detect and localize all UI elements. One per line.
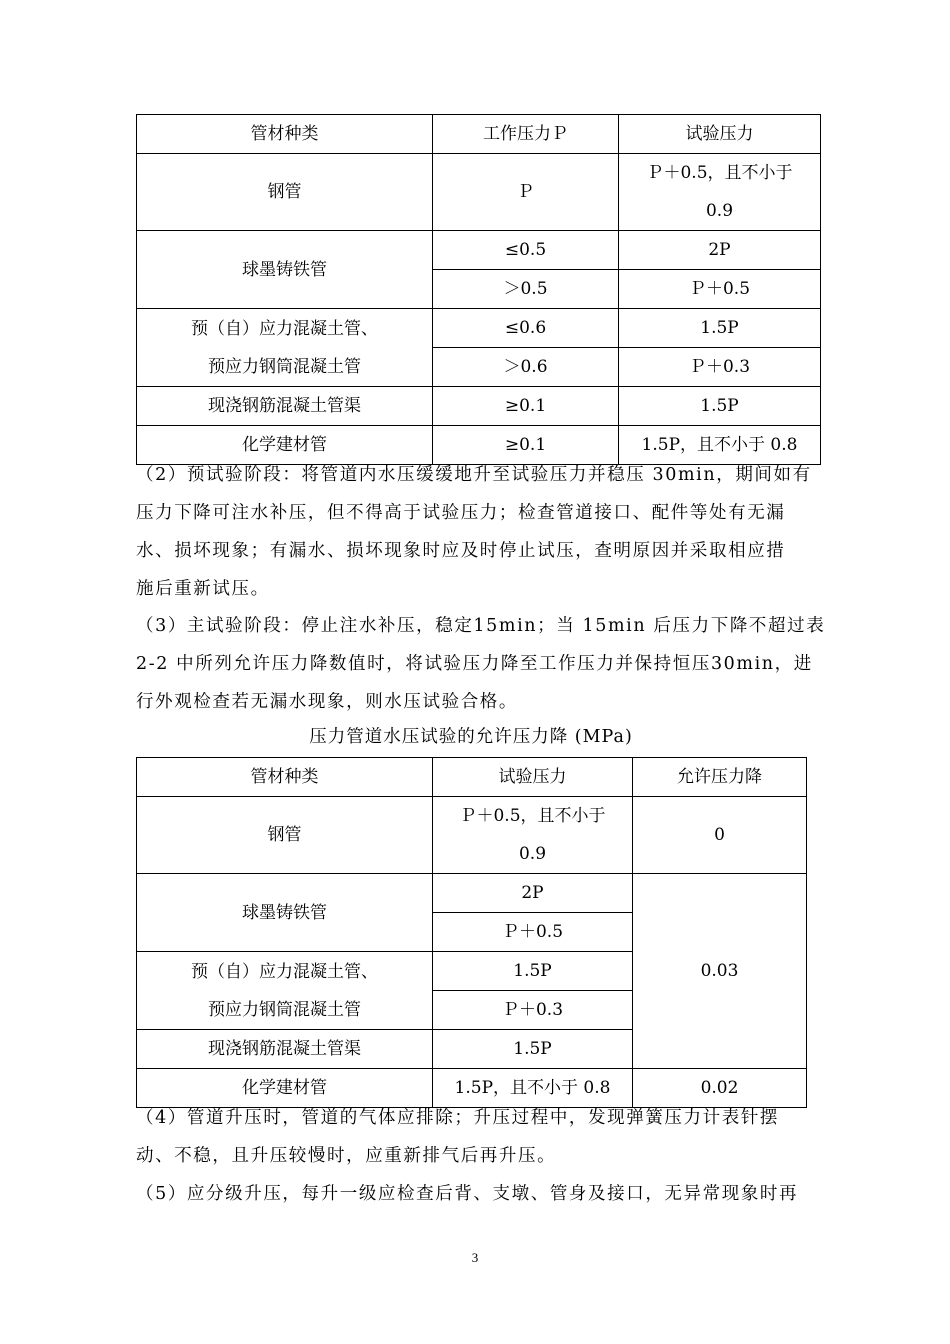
cell-line: Ｐ＋0.5，且不小于 (459, 806, 606, 826)
header-pipe-type: 管材种类 (137, 758, 433, 797)
pipe-type-cell: 球墨铸铁管 (137, 874, 433, 952)
paragraph-pretest-stage (136, 456, 820, 608)
header-work-pressure: 工作压力Ｐ (433, 115, 619, 154)
table-header-row (137, 115, 821, 154)
test-pressure-cell: 1.5P (619, 387, 821, 426)
test-pressure-cell: 1.5P (619, 309, 821, 348)
header-allowable-drop: 允许压力降 (633, 758, 807, 797)
page-number: 3 (471, 1250, 479, 1265)
test-pressure-cell (619, 154, 821, 231)
pipe-type-cell: 现浇钢筋混凝土管渠 (137, 1030, 433, 1069)
test-pressure-cell: 2P (619, 231, 821, 270)
pipe-type-cell (137, 952, 433, 1030)
cell-line: 预（自）应力混凝土管、 (191, 961, 378, 982)
paragraph-staged-pressurize (136, 1175, 820, 1213)
cell-line: Ｐ＋0.5，且不小于 (646, 163, 793, 183)
header-test-pressure: 试验压力 (619, 115, 821, 154)
table-row (137, 231, 821, 270)
pipe-type-cell: 钢管 (137, 797, 433, 874)
test-pressure-cell: 1.5P (433, 952, 633, 991)
test-pressure-cell: 2P (433, 874, 633, 913)
allowable-drop-cell: 0 (633, 797, 807, 874)
work-pressure-cell: ＞0.6 (433, 348, 619, 387)
table-row (137, 154, 821, 231)
test-pressure-cell (433, 797, 633, 874)
text-line: （5）应分级升压，每升一级应检查后背、支墩、管身及接口，无异常现象时再 (136, 1184, 799, 1204)
test-pressure-cell: 1.5P (433, 1030, 633, 1069)
work-pressure-cell: ≤0.6 (433, 309, 619, 348)
table-row (137, 874, 807, 913)
header-pipe-type: 管材种类 (137, 115, 433, 154)
work-pressure-cell: ≤0.5 (433, 231, 619, 270)
pipe-type-cell: 钢管 (137, 154, 433, 231)
table-header-row (137, 758, 807, 797)
text-line: （2）预试验阶段：将管道内水压缓缓地升至试验压力并稳压 30min，期间如有 (136, 465, 812, 485)
test-pressure-cell: Ｐ＋0.3 (619, 348, 821, 387)
table-row (137, 387, 821, 426)
test-pressure-table (136, 114, 821, 465)
cell-line: 0.9 (518, 844, 547, 864)
test-pressure-cell: 1.5P，且不小于 0.8 (433, 1069, 633, 1108)
paragraph-pressurize-venting (136, 1099, 820, 1175)
paragraph-main-test-stage (136, 607, 826, 721)
work-pressure-cell: ≥0.1 (433, 426, 619, 465)
pipe-type-cell: 化学建材管 (137, 426, 433, 465)
cell-line: 0.9 (705, 201, 734, 221)
text-line: 行外观检查若无漏水现象，则水压试验合格。 (136, 692, 518, 712)
pipe-type-cell: 球墨铸铁管 (137, 231, 433, 309)
text-line: 施后重新试压。 (136, 579, 270, 599)
text-line: （3）主试验阶段：停止注水补压，稳定15min；当 15min 后压力下降不超过表 (136, 616, 826, 636)
allowable-drop-cell: 0.02 (633, 1069, 807, 1108)
header-test-pressure: 试验压力 (433, 758, 633, 797)
allowable-drop-cell: 0.03 (633, 874, 807, 1069)
test-pressure-cell: Ｐ＋0.3 (433, 991, 633, 1030)
cell-line: 预（自）应力混凝土管、 (191, 318, 378, 339)
work-pressure-cell: Ｐ (433, 154, 619, 231)
pipe-type-cell (137, 309, 433, 387)
text-line: 动、不稳，且升压较慢时，应重新排气后再升压。 (136, 1146, 557, 1166)
cell-line: 预应力钢筒混凝土管 (208, 999, 361, 1020)
text-line: 2-2 中所列允许压力降数值时，将试验压力降至工作压力并保持恒压30min，进 (136, 654, 813, 674)
text-line: 压力下降可注水补压，但不得高于试验压力；检查管道接口、配件等处有无漏 (136, 503, 786, 523)
test-pressure-cell: Ｐ＋0.5 (433, 913, 633, 952)
work-pressure-cell: ≥0.1 (433, 387, 619, 426)
pipe-type-cell: 化学建材管 (137, 1069, 433, 1108)
table-caption: 压力管道水压试验的允许压力降 (MPa) (309, 727, 633, 747)
cell-line: 预应力钢筒混凝土管 (208, 356, 361, 377)
work-pressure-cell: ＞0.5 (433, 270, 619, 309)
pipe-type-cell: 现浇钢筋混凝土管渠 (137, 387, 433, 426)
table-row (137, 797, 807, 874)
text-line: 水、损坏现象；有漏水、损坏现象时应及时停止试压，查明原因并采取相应措 (136, 541, 786, 561)
table-row (137, 309, 821, 348)
text-line: （4）管道升压时，管道的气体应排除；升压过程中，发现弹簧压力计表针摆 (136, 1108, 780, 1128)
test-pressure-cell: 1.5P，且不小于 0.8 (619, 426, 821, 465)
allowable-pressure-drop-table (136, 757, 807, 1108)
test-pressure-cell: Ｐ＋0.5 (619, 270, 821, 309)
